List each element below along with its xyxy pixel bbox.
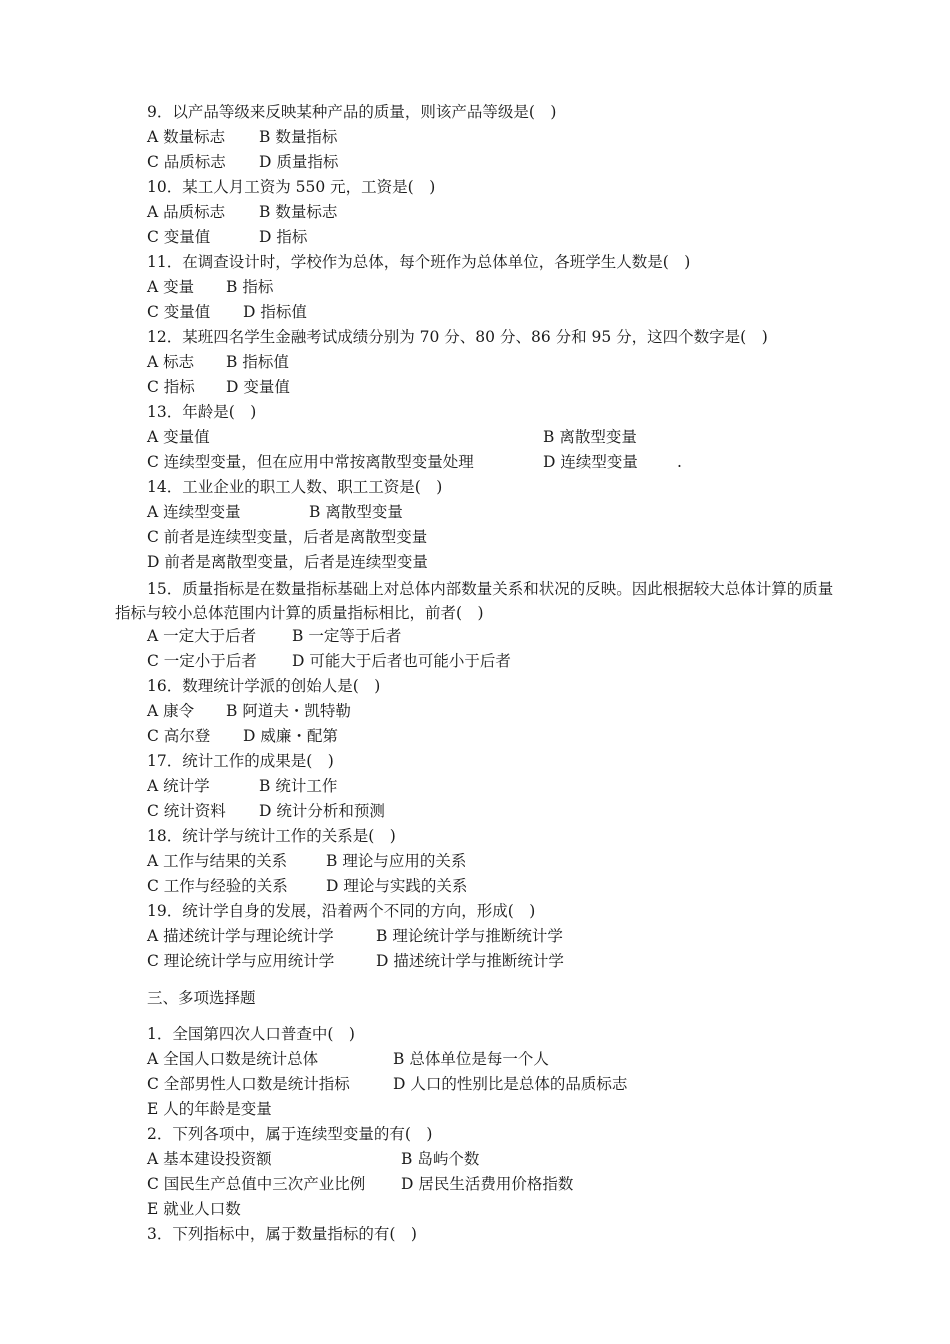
question-18-stem: 18．统计学与统计工作的关系是( )	[147, 827, 396, 845]
multi-question-2-option-e: E 就业人口数	[147, 1200, 241, 1218]
multi-question-2-option-d: D 居民生活费用价格指数	[401, 1175, 574, 1193]
question-15-stem: 15．质量指标是在数量指标基础上对总体内部数量关系和状况的反映。因此根据较大总体计算的质量指标与较小总体范围内计算的质量指标相比，前者( )	[115, 580, 834, 622]
question-9-option-a: A 数量标志	[147, 128, 226, 146]
question-10-option-d: D 指标	[259, 228, 308, 246]
question-12-option-d: D 变量值	[226, 378, 290, 396]
question-10-stem: 10．某工人月工资为 550 元，工资是( )	[147, 178, 436, 196]
multi-question-1-option-b: B 总体单位是每一个人	[393, 1050, 549, 1068]
question-19-option-b: B 理论统计学与推断统计学	[376, 927, 563, 945]
multi-question-1-option-a: A 全国人口数是统计总体	[147, 1050, 319, 1068]
question-17-option-c: C 统计资料	[147, 802, 226, 820]
question-16-option-b: B 阿道夫・凯特勒	[226, 702, 351, 720]
question-14-stem: 14．工业企业的职工人数、职工工资是( )	[147, 478, 443, 496]
question-13-option-d: D 连续型变量	[543, 453, 638, 471]
question-10-option-c: C 变量值	[147, 228, 211, 246]
question-19-option-a: A 描述统计学与理论统计学	[147, 927, 334, 945]
question-13-option-c: C 连续型变量，但在应用中常按离散型变量处理	[147, 453, 474, 471]
question-11-option-c: C 变量值	[147, 303, 211, 321]
section-heading-multiple-choice: 三、多项选择题	[147, 989, 256, 1007]
question-17-option-b: B 统计工作	[259, 777, 338, 795]
question-14-option-c: C 前者是连续型变量，后者是离散型变量	[147, 528, 428, 546]
question-9-option-c: C 品质标志	[147, 153, 226, 171]
question-18-option-a: A 工作与结果的关系	[147, 852, 288, 870]
question-12-option-c: C 指标	[147, 378, 195, 396]
multi-question-1-option-d: D 人口的性别比是总体的品质标志	[393, 1075, 628, 1093]
question-15-option-d: D 可能大于后者也可能小于后者	[292, 652, 511, 670]
question-16-option-c: C 高尔登	[147, 727, 211, 745]
question-16-option-d: D 威廉・配第	[243, 727, 338, 745]
question-9-stem: 9．以产品等级来反映某种产品的质量，则该产品等级是( )	[147, 103, 557, 121]
multi-question-2-stem: 2．下列各项中，属于连续型变量的有( )	[147, 1125, 433, 1143]
question-19-option-d: D 描述统计学与推断统计学	[376, 952, 564, 970]
multi-question-1-stem: 1．全国第四次人口普查中( )	[147, 1025, 355, 1043]
question-18-option-b: B 理论与应用的关系	[326, 852, 467, 870]
question-16-option-a: A 康令	[147, 702, 195, 720]
question-12-option-a: A 标志	[147, 353, 195, 371]
question-11-stem: 11．在调查设计时，学校作为总体，每个班作为总体单位，各班学生人数是( )	[147, 253, 691, 271]
question-13-option-b: B 离散型变量	[543, 428, 637, 446]
question-17-option-d: D 统计分析和预测	[259, 802, 385, 820]
question-15-option-a: A 一定大于后者	[147, 627, 257, 645]
question-10-option-b: B 数量标志	[259, 203, 338, 221]
multi-question-1-option-c: C 全部男性人口数是统计指标	[147, 1075, 350, 1093]
question-15-option-c: C 一定小于后者	[147, 652, 257, 670]
multi-question-3-stem: 3．下列指标中，属于数量指标的有( )	[147, 1225, 417, 1243]
question-10-option-a: A 品质标志	[147, 203, 226, 221]
question-16-stem: 16．数理统计学派的创始人是( )	[147, 677, 381, 695]
question-19-option-c: C 理论统计学与应用统计学	[147, 952, 335, 970]
multi-question-2-option-c: C 国民生产总值中三次产业比例	[147, 1175, 366, 1193]
multi-question-2-option-a: A 基本建设投资额	[147, 1150, 272, 1168]
question-9-option-b: B 数量指标	[259, 128, 338, 146]
question-18-option-c: C 工作与经验的关系	[147, 877, 288, 895]
question-9-option-d: D 质量指标	[259, 153, 339, 171]
question-17-stem: 17．统计工作的成果是( )	[147, 752, 334, 770]
multi-question-1-option-e: E 人的年龄是变量	[147, 1100, 272, 1118]
question-13-option-a: A 变量值	[147, 428, 210, 446]
question-19-stem: 19．统计学自身的发展，沿着两个不同的方向，形成( )	[147, 902, 536, 920]
question-12-stem: 12．某班四名学生金融考试成绩分别为 70 分、80 分、86 分和 95 分，这四个数字是( )	[147, 328, 768, 346]
question-14-option-d: D 前者是离散型变量，后者是连续型变量	[147, 553, 428, 571]
multi-question-2-option-b: B 岛屿个数	[401, 1150, 480, 1168]
question-17-option-a: A 统计学	[147, 777, 210, 795]
stray-period: .	[677, 453, 682, 471]
question-14-option-a: A 连续型变量	[147, 503, 241, 521]
question-13-stem: 13．年龄是( )	[147, 403, 257, 421]
question-12-option-b: B 指标值	[226, 353, 289, 371]
question-11-option-d: D 指标值	[243, 303, 307, 321]
question-11-option-b: B 指标	[226, 278, 274, 296]
question-15-option-b: B 一定等于后者	[292, 627, 402, 645]
question-18-option-d: D 理论与实践的关系	[326, 877, 468, 895]
question-11-option-a: A 变量	[147, 278, 195, 296]
question-14-option-b: B 离散型变量	[309, 503, 403, 521]
